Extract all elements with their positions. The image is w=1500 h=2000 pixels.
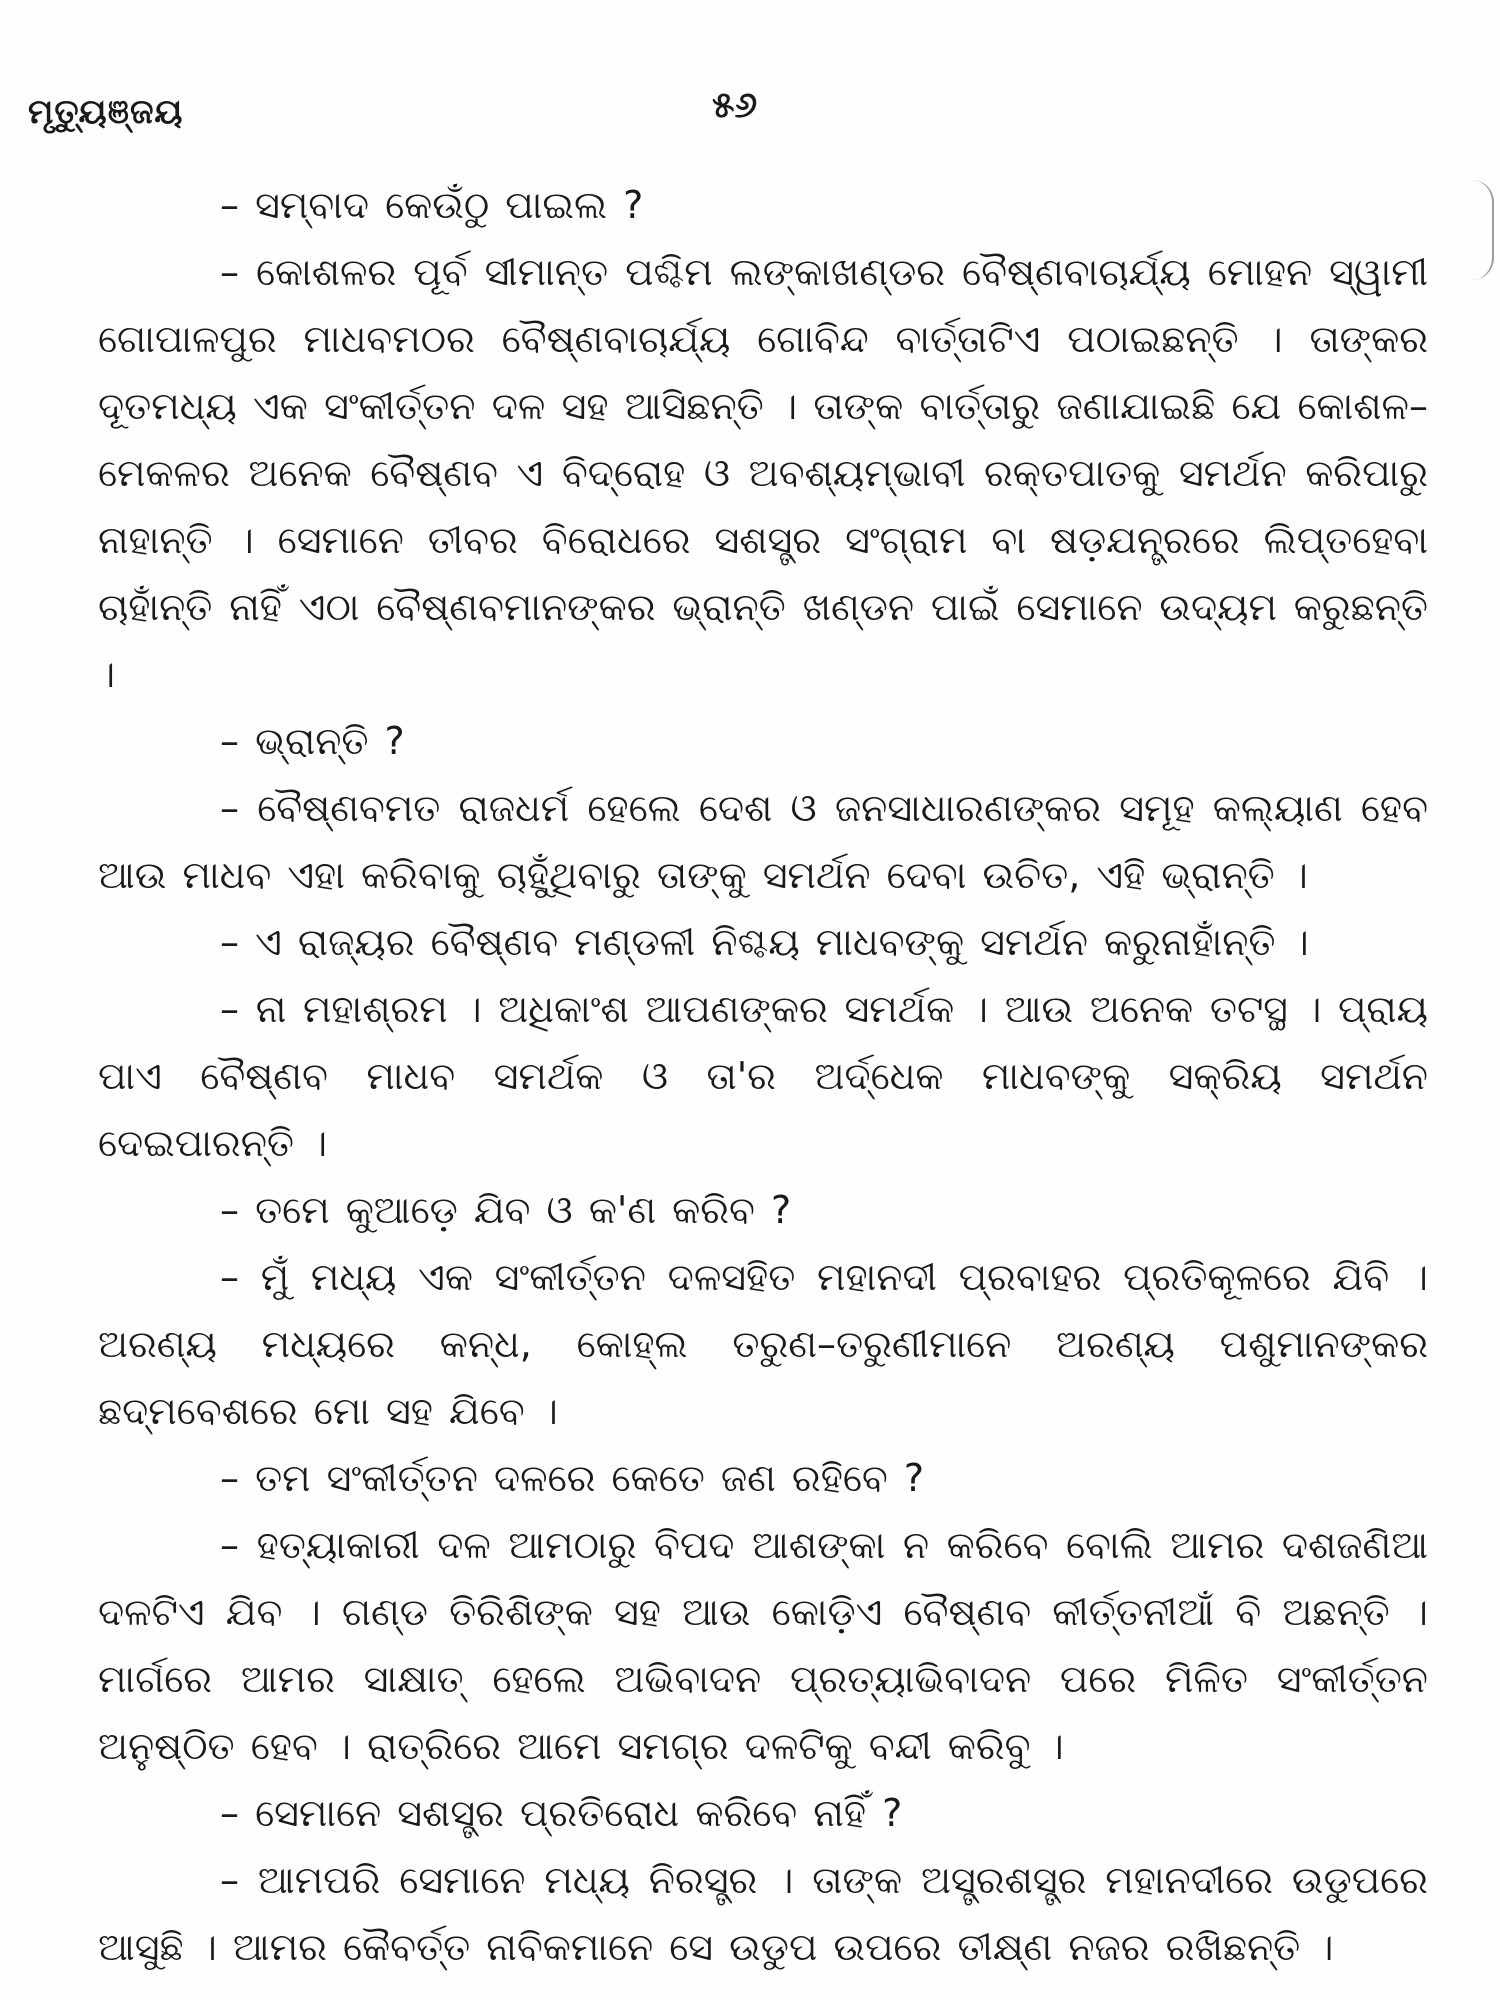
running-title: ମୃତ୍ୟୁଞ୍ଜୟ <box>28 92 184 132</box>
body-text <box>98 172 1428 1981</box>
paragraph: – ହତ୍ୟାକାରୀ ଦଳ ଆମଠାରୁ ବିପଦ ଆଶଙ୍କା ନ କରିବେ ବୋଲି ଆମର ଦଶଜଣିଆ ଦଳଟିଏ ଯିବ । ଗଣ୍ଡ ତିରିଶିଙ୍କ ସହ ଆଉ କୋଡ଼ିଏ ବୈଷ୍ଣବ କୀର୍ତ୍ତନୀଆଁ ବି ଅଛନ୍ତି । ମାର୍ଗରେ ଆମର ସାକ୍ଷାତ୍ ହେଲେ ଅଭିବାଦନ ପ୍ରତ୍ୟାଭିବାଦନ ପରେ ମିଳିତ ସଂକୀର୍ତ୍ତନ ଅନୁଷ୍ଠିତ ହେବ । ରାତ୍ରିରେ ଆମେ ସମଗ୍ର ଦଳଟିକୁ ବନ୍ଦୀ କରିବୁ । <box>98 1523 1428 1768</box>
page-number: ୫୬ <box>712 85 758 126</box>
page-edge-mark <box>1472 180 1494 280</box>
paragraph: – ମୁଁ ମଧ୍ୟ ଏକ ସଂକୀର୍ତ୍ତନ ଦଳସହିତ ମହାନଦୀ ପ୍ରବାହର ପ୍ରତିକୂଳରେ ଯିବି । ଅରଣ୍ୟ ମଧ୍ୟରେ କନ୍ଧ, କୋହ୍ଲ ତରୁଣ–ତରୁଣୀମାନେ ଅରଣ୍ୟ ପଶୁମାନଙ୍କର ଛଦ୍ମବେଶରେ ମୋ ସହ ଯିବେ । <box>98 1255 1428 1433</box>
paragraph: – ଭ୍ରାନ୍ତି ? <box>220 719 405 763</box>
paragraph: – ନା ମହାଶ୍ରମ । ଅଧିକାଂଶ ଆପଣଙ୍କର ସମର୍ଥକ । ଆଉ ଅନେକ ତଟସ୍ଥ । ପ୍ରାୟ ପାଏ ବୈଷ୍ଣବ ମାଧବ ସମର୍ଥକ ଓ ତା'ର ଅର୍ଦ୍ଧେକ ମାଧବଙ୍କୁ ସକ୍ରିୟ ସମର୍ଥନ ଦେଇପାରନ୍ତି । <box>98 987 1428 1165</box>
paragraph: – ସେମାନେ ସଶସ୍ତ୍ର ପ୍ରତିରୋଧ କରିବେ ନାହିଁ ? <box>220 1791 903 1835</box>
paragraph: – ଆମପରି ସେମାନେ ମଧ୍ୟ ନିରସ୍ତ୍ର । ତାଙ୍କ ଅସ୍ତ୍ରଶସ୍ତ୍ର ମହାନଦୀରେ ଉଡୁପରେ ଆସୁଛି । ଆମର କୈବର୍ତ୍ତ ନାବିକମାନେ ସେ ଉଡୁପ ଉପରେ ତୀକ୍ଷ୍ଣ ନଜର ରଖିଛନ୍ତି । <box>98 1858 1428 1969</box>
paragraph: – ବୈଷ୍ଣବମତ ରାଜଧର୍ମ ହେଲେ ଦେଶ ଓ ଜନସାଧାରଣଙ୍କର ସମୂହ କଲ୍ୟାଣ ହେବ ଆଉ ମାଧବ ଏହା କରିବାକୁ ଚାହୁଁଥିବାରୁ ତାଙ୍କୁ ସମର୍ଥନ ଦେବା ଉଚିତ, ଏହି ଭ୍ରାନ୍ତି । <box>98 786 1428 897</box>
paragraph: – ସମ୍ବାଦ କେଉଁଠୁ ପାଇଲ ? <box>220 183 644 227</box>
paragraph: – ତମେ କୁଆଡ଼େ ଯିବ ଓ କ'ଣ କରିବ ? <box>220 1188 792 1232</box>
paragraph: – ଏ ରାଜ୍ୟର ବୈଷ୍ଣବ ମଣ୍ଡଳୀ ନିଶ୍ଚୟ ମାଧବଙ୍କୁ ସମର୍ଥନ କରୁନାହାଁନ୍ତି । <box>220 920 1309 964</box>
paragraph: – ତମ ସଂକୀର୍ତ୍ତନ ଦଳରେ କେତେ ଜଣ ରହିବେ ? <box>220 1456 925 1500</box>
paragraph: – କୋଶଳର ପୂର୍ବ ସୀମାନ୍ତ ପଶ୍ଚିମ ଲଙ୍କାଖଣ୍ଡର ବୈଷ୍ଣବାଚାର୍ଯ୍ୟ ମୋହନ ସ୍ୱାମୀ ଗୋପାଳପୁର ମାଧବମଠର ବୈଷ୍ଣବାଚାର୍ଯ୍ୟ ଗୋବିନ୍ଦ ବାର୍ତ୍ତାଟିଏ ପଠାଇଛନ୍ତି । ତାଙ୍କର ଦୂତମଧ୍ୟ ଏକ ସଂକୀର୍ତ୍ତନ ଦଳ ସହ ଆସିଛନ୍ତି । ତାଙ୍କ ବାର୍ତ୍ତାରୁ ଜଣାଯାଇଛି ଯେ କୋଶଳ–ମେକଳର ଅନେକ ବୈଷ୍ଣବ ଏ ବିଦ୍ରୋହ ଓ ଅବଶ୍ୟମ୍ଭାବୀ ରକ୍ତପାତକୁ ସମର୍ଥନ କରିପାରୁ ନାହାନ୍ତି । ସେମାନେ ତୀବର ବିରୋଧରେ ସଶସ୍ତ୍ର ସଂଗ୍ରାମ ବା ଷଡ଼ଯନ୍ତ୍ରରେ ଲିପ୍ତହେବା ଚାହାଁନ୍ତି ନାହିଁ ଏଠା ବୈଷ୍ଣବମାନଙ୍କର ଭ୍ରାନ୍ତି ଖଣ୍ଡନ ପାଇଁ ସେମାନେ ଉଦ୍ୟମ କରୁଛନ୍ତି । <box>98 250 1428 696</box>
